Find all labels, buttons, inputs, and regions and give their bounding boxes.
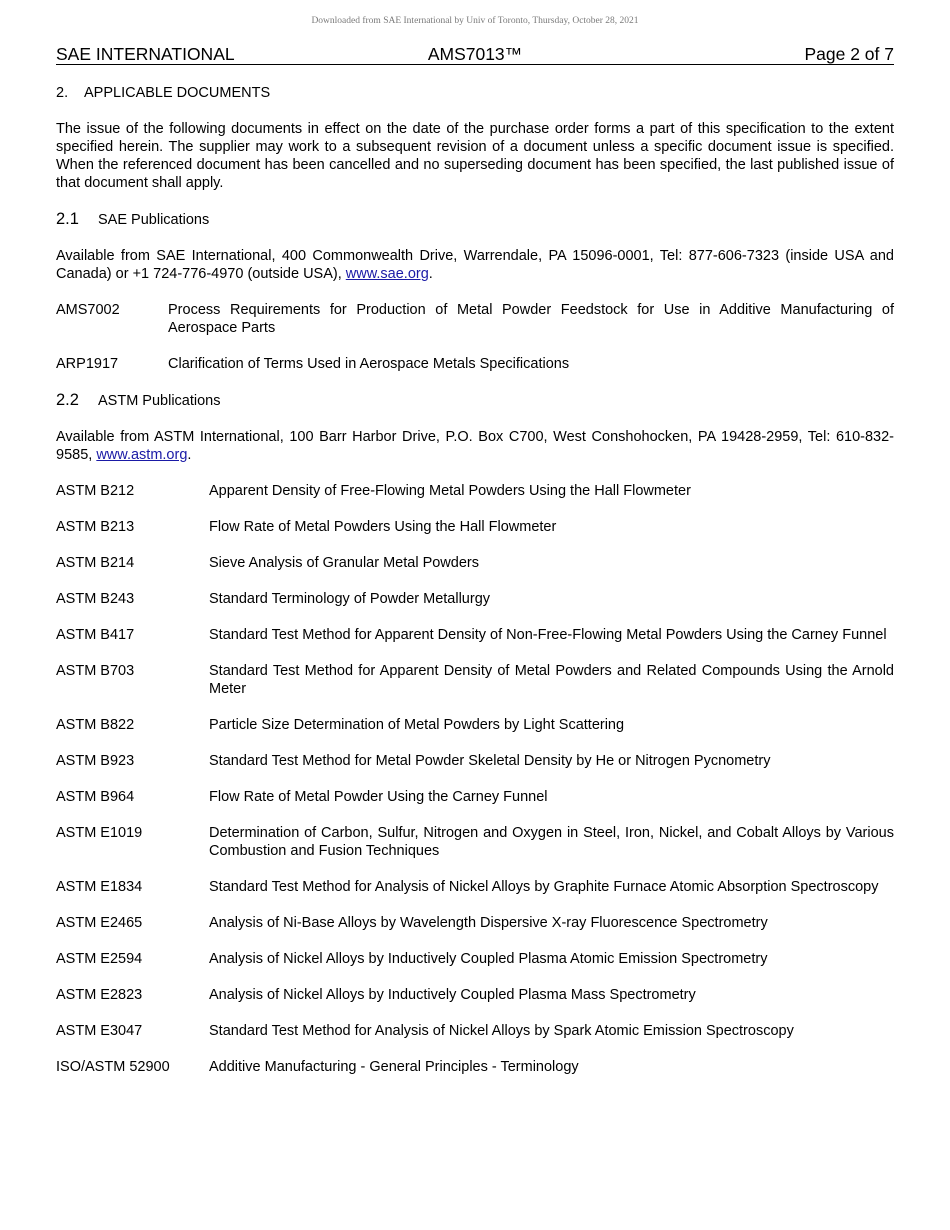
section-title: APPLICABLE DOCUMENTS [84,85,271,101]
reference-row [56,301,894,337]
header-page-number: Page 2 of 7 [804,44,894,64]
reference-code: ASTM E3047 [56,1023,143,1039]
astm-website-link[interactable]: www.astm.org [96,447,188,463]
reference-title: Standard Test Method for Analysis of Nickel Alloys by Graphite Furnace Atomic Absorption Spectroscopy [209,879,879,895]
reference-row [56,355,894,373]
reference-row [56,986,894,1004]
reference-title: Standard Test Method for Metal Powder Skeletal Density by He or Nitrogen Pycnometry [209,753,771,769]
reference-code: ARP1917 [56,356,119,372]
reference-title: Standard Test Method for Analysis of Nickel Alloys by Spark Atomic Emission Spectroscopy [209,1023,794,1039]
reference-title: Sieve Analysis of Granular Metal Powders [209,555,479,571]
reference-code: ISO/ASTM 52900 [56,1059,170,1075]
reference-row [56,518,894,536]
reference-title: Particle Size Determination of Metal Powders by Light Scattering [209,717,625,733]
sae-website-link[interactable]: www.sae.org [345,266,429,282]
reference-title: Process Requirements for Production of Metal Powder Feedstock for Use in Additive Manufacturing of Aerospace Parts [168,302,894,336]
reference-row [56,824,894,860]
header-doc-id: AMS7013™ [427,44,523,64]
reference-row [56,482,894,500]
reference-code: ASTM E1019 [56,825,143,841]
reference-row [56,626,894,644]
astm-availability [56,428,894,464]
reference-row [56,878,894,896]
reference-title: Analysis of Nickel Alloys by Inductively Coupled Plasma Mass Spectrometry [209,987,696,1003]
document-body [56,84,894,1094]
reference-code: ASTM B923 [56,753,135,769]
reference-title: Flow Rate of Metal Powder Using the Carney Funnel [209,789,548,805]
header-org: SAE INTERNATIONAL [56,44,235,64]
reference-code: ASTM B212 [56,483,135,499]
astm-availability-text: Available from ASTM International, 100 Barr Harbor Drive, P.O. Box C700, West Conshohocken, PA 19428-2959, Tel: 610-832-9585, [56,429,894,463]
section-number: 2. [56,85,69,101]
section-intro: The issue of the following documents in effect on the date of the purchase order forms a part of this specification to the extent specified herein. The supplier may work to a subsequent revision of a document unless a specific document issue is specified. When the referenced document has been cancelled and no superseding document has been specified, the last published issue of that document shall apply. [56,121,894,191]
reference-title: Analysis of Ni-Base Alloys by Wavelength Dispersive X-ray Fluorescence Spectrometry [209,915,768,931]
reference-row [56,752,894,770]
subsection-number: 2.1 [56,210,79,228]
reference-title: Standard Test Method for Apparent Density of Non-Free-Flowing Metal Powders Using the Carney Funnel [209,627,887,643]
reference-row [56,914,894,932]
subsection-title: SAE Publications [98,212,210,228]
reference-row [56,662,894,698]
astm-reference-list [56,482,894,1076]
reference-row [56,788,894,806]
sae-period: . [428,266,433,282]
download-watermark: Downloaded from SAE International by Univ of Toronto, Thursday, October 28, 2021 [311,16,639,26]
reference-row [56,950,894,968]
sae-reference-list [56,301,894,373]
reference-title: Standard Terminology of Powder Metallurgy [209,591,491,607]
reference-code: ASTM B243 [56,591,135,607]
reference-row [56,590,894,608]
reference-code: ASTM B703 [56,663,135,679]
reference-code: ASTM B822 [56,717,135,733]
reference-title: Flow Rate of Metal Powders Using the Hall Flowmeter [209,519,557,535]
sae-availability [56,247,894,283]
astm-period: . [187,447,192,463]
reference-code: ASTM E1834 [56,879,143,895]
reference-title: Analysis of Nickel Alloys by Inductively Coupled Plasma Atomic Emission Spectrometry [209,951,768,967]
reference-row [56,554,894,572]
subsection-title: ASTM Publications [98,393,221,409]
reference-title: Additive Manufacturing - General Principles - Terminology [209,1059,579,1075]
subsection-heading-sae [56,210,894,229]
reference-code: ASTM B417 [56,627,135,643]
reference-code: ASTM B214 [56,555,135,571]
reference-row [56,1058,894,1076]
reference-title: Clarification of Terms Used in Aerospace Metals Specifications [168,356,570,372]
reference-code: ASTM E2823 [56,987,143,1003]
reference-code: ASTM E2465 [56,915,143,931]
reference-code: ASTM B213 [56,519,135,535]
reference-row [56,716,894,734]
section-heading [56,84,894,102]
reference-title: Standard Test Method for Apparent Density of Metal Powders and Related Compounds Using the Arnold Meter [209,663,894,697]
reference-code: ASTM B964 [56,789,135,805]
reference-code: AMS7002 [56,302,120,318]
subsection-number: 2.2 [56,391,79,409]
reference-row [56,1022,894,1040]
reference-title: Determination of Carbon, Sulfur, Nitrogen and Oxygen in Steel, Iron, Nickel, and Cobalt Alloys by Various Combustion and Fusion Techniques [209,825,894,859]
page-header [56,44,894,65]
sae-availability-text: Available from SAE International, 400 Commonwealth Drive, Warrendale, PA 15096-0001, Tel: 877-606-7323 (inside USA and Canada) or +1 724-776-4970 (outside USA), [56,248,894,282]
reference-title: Apparent Density of Free-Flowing Metal Powders Using the Hall Flowmeter [209,483,691,499]
subsection-heading-astm [56,391,894,410]
reference-code: ASTM E2594 [56,951,143,967]
